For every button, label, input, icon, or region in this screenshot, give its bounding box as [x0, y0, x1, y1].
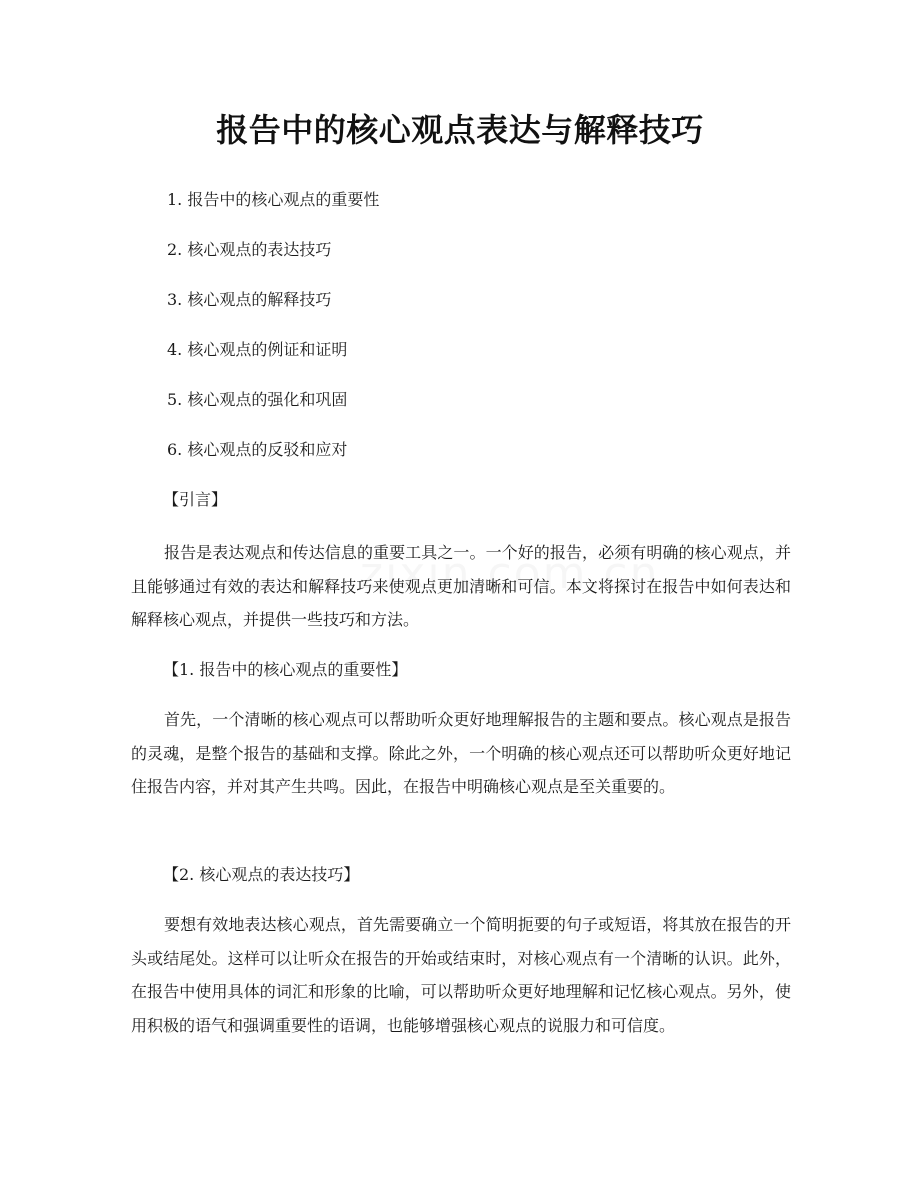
section-2-heading: 【2. 核心观点的表达技巧】 [163, 865, 360, 884]
table-of-contents [167, 186, 379, 486]
toc-item: 2. 核心观点的表达技巧 [167, 240, 332, 259]
document-title: 报告中的核心观点表达与解释技巧 [216, 111, 704, 149]
toc-item: 6. 核心观点的反驳和应对 [167, 440, 348, 459]
intro-heading: 【引言】 [163, 490, 228, 509]
toc-item: 5. 核心观点的强化和巩固 [167, 390, 348, 409]
intro-paragraph: 报告是表达观点和传达信息的重要工具之一。一个好的报告，必须有明确的核心观点，并且能够通过有效的表达和解释技巧来使观点更加清晰和可信。本文将探讨在报告中如何表达和解释核心观点，并提供一些技巧和方法。 [131, 543, 791, 629]
toc-item: 1. 报告中的核心观点的重要性 [167, 190, 380, 209]
section-2-paragraph: 要想有效地表达核心观点，首先需要确立一个简明扼要的句子或短语，将其放在报告的开头或结尾处。这样可以让听众在报告的开始或结束时，对核心观点有一个清晰的认识。此外，在报告中使用具体的词汇和形象的比喻，可以帮助听众更好地理解和记忆核心观点。另外，使用积极的语气和强调重要性的语调，也能够增强核心观点的说服力和可信度。 [131, 915, 791, 1035]
section-1-paragraph: 首先，一个清晰的核心观点可以帮助听众更好地理解报告的主题和要点。核心观点是报告的灵魂，是整个报告的基础和支撑。除此之外，一个明确的核心观点还可以帮助听众更好地记住报告内容，并对其产生共鸣。因此，在报告中明确核心观点是至关重要的。 [131, 710, 791, 796]
section-1-heading: 【1. 报告中的核心观点的重要性】 [163, 660, 408, 679]
toc-item: 4. 核心观点的例证和证明 [167, 340, 348, 359]
toc-item: 3. 核心观点的解释技巧 [167, 290, 332, 309]
